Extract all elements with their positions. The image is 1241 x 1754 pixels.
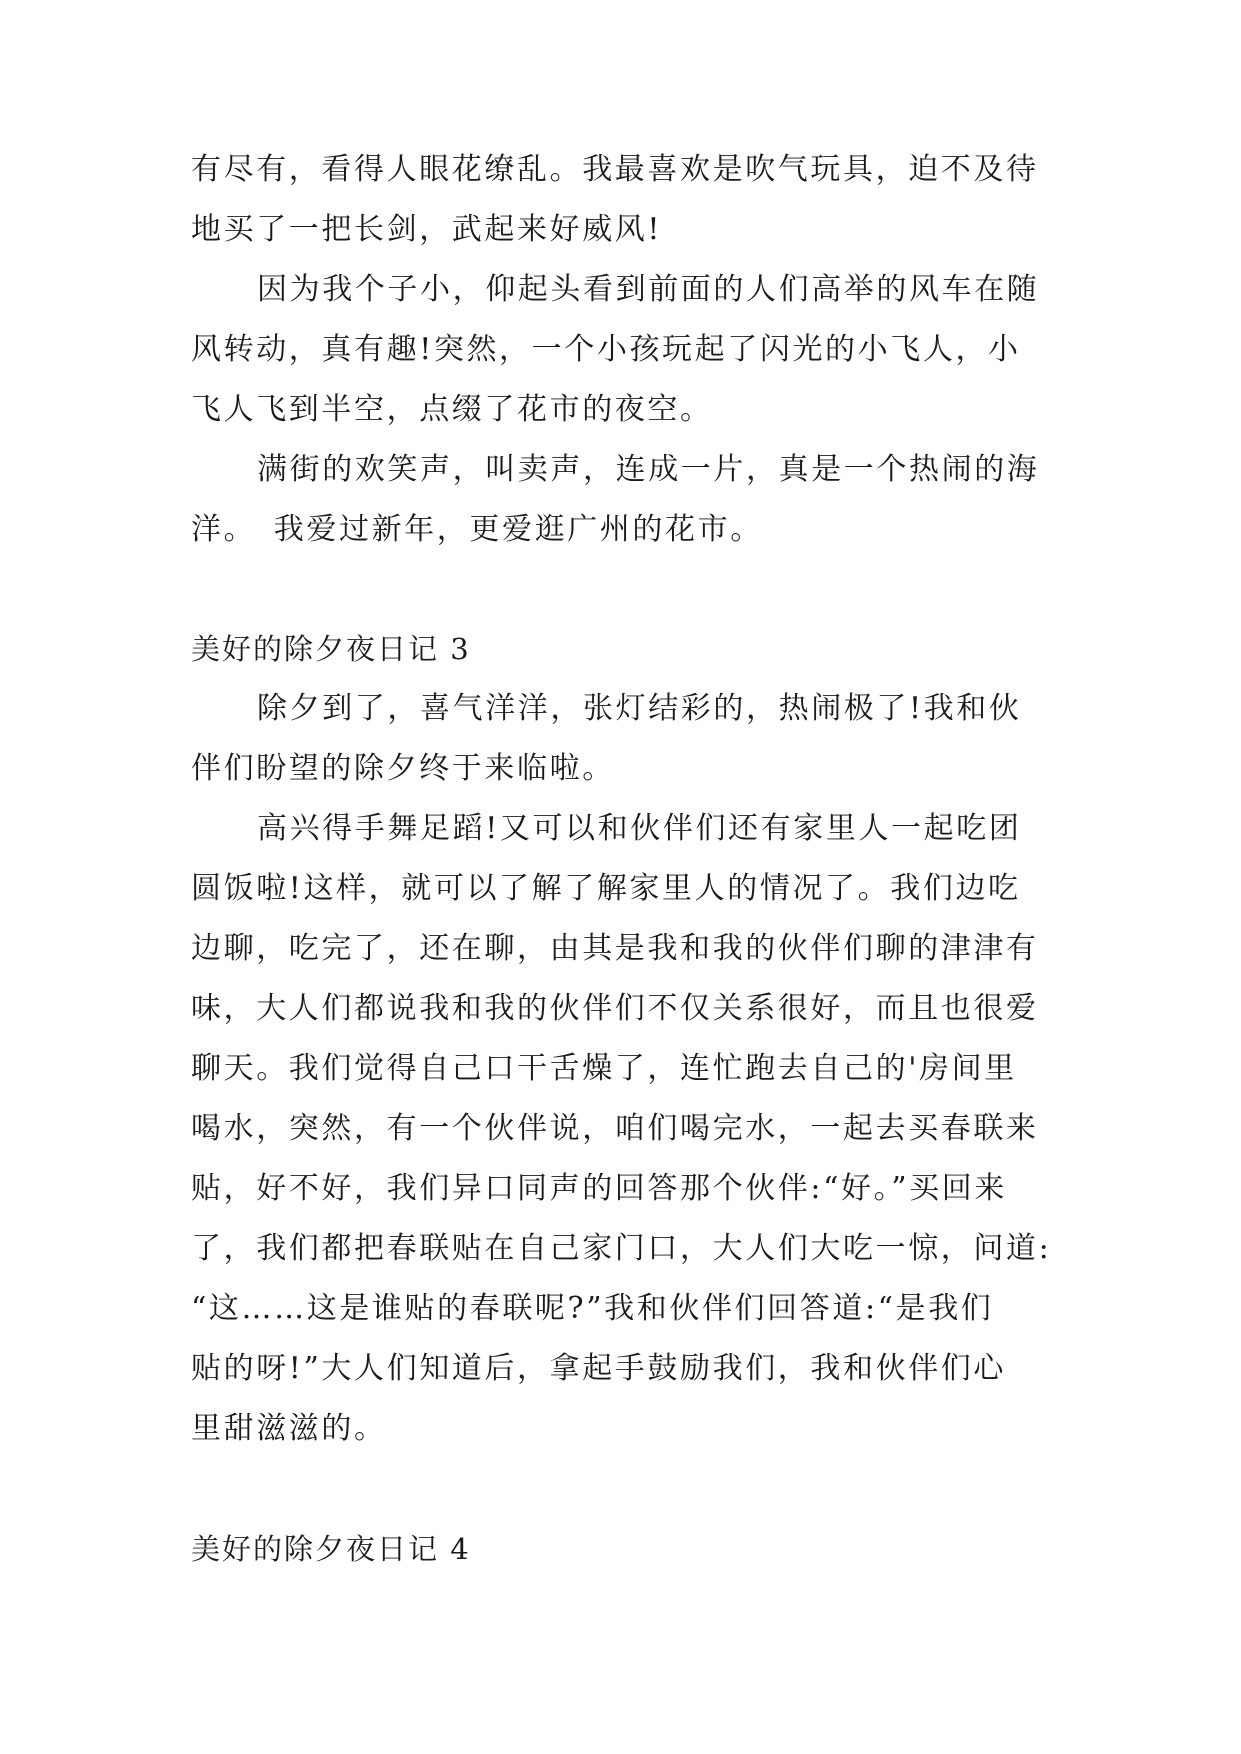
paragraph-line: 伴们盼望的除夕终于来临啦。 [191, 751, 615, 786]
paragraph-line: 聊天。我们觉得自己口干舌燥了，连忙跑去自己的'房间里 [191, 1051, 1017, 1086]
paragraph-line: 了，我们都把春联贴在自己家门口，大人们大吃一惊，问道: [191, 1231, 1052, 1266]
paragraph-line: 有尽有，看得人眼花缭乱。我最喜欢是吹气玩具，迫不及待 [191, 152, 1039, 187]
paragraph-line: 贴的呀!”大人们知道后，拿起手鼓励我们，我和伙伴们心 [191, 1351, 1006, 1386]
section-heading: 美好的除夕夜日记 4 [191, 1532, 471, 1566]
paragraph-line: 因为我个子小，仰起头看到前面的人们高举的风车在随 [257, 272, 1040, 307]
paragraph-line: 洋。 我爱过新年，更爱逛广州的花市。 [191, 512, 763, 547]
section-heading: 美好的除夕夜日记 3 [191, 632, 471, 666]
paragraph-line: 边聊，吃完了，还在聊，由其是我和我的伙伴们聊的津津有 [191, 931, 1039, 966]
paragraph-line: 圆饭啦!这样，就可以了解了解家里人的情况了。我们边吃 [191, 871, 1021, 906]
paragraph-line: “这……这是谁贴的春联呢?”我和伙伴们回答道:“是我们 [191, 1291, 994, 1326]
paragraph-line: 飞人飞到半空，点缀了花市的夜空。 [191, 392, 713, 427]
paragraph-line: 里甜滋滋的。 [191, 1411, 387, 1446]
paragraph-line: 喝水，突然，有一个伙伴说，咱们喝完水，一起去买春联来 [191, 1111, 1039, 1146]
paragraph-line: 风转动，真有趣!突然，一个小孩玩起了闪光的小飞人，小 [191, 332, 1021, 367]
paragraph-line: 除夕到了，喜气洋洋，张灯结彩的，热闹极了!我和伙 [257, 691, 1022, 726]
paragraph-line: 高兴得手舞足蹈!又可以和伙伴们还有家里人一起吃团 [257, 811, 1022, 846]
paragraph-line: 地买了一把长剑，武起来好威风! [191, 212, 663, 247]
paragraph-line: 满街的欢笑声，叫卖声，连成一片，真是一个热闹的海 [257, 452, 1040, 487]
paragraph-line: 味，大人们都说我和我的伙伴们不仅关系很好，而且也很爱 [191, 991, 1039, 1026]
paragraph-line: 贴，好不好，我们异口同声的回答那个伙伴:“好。”买回来 [191, 1171, 1007, 1206]
